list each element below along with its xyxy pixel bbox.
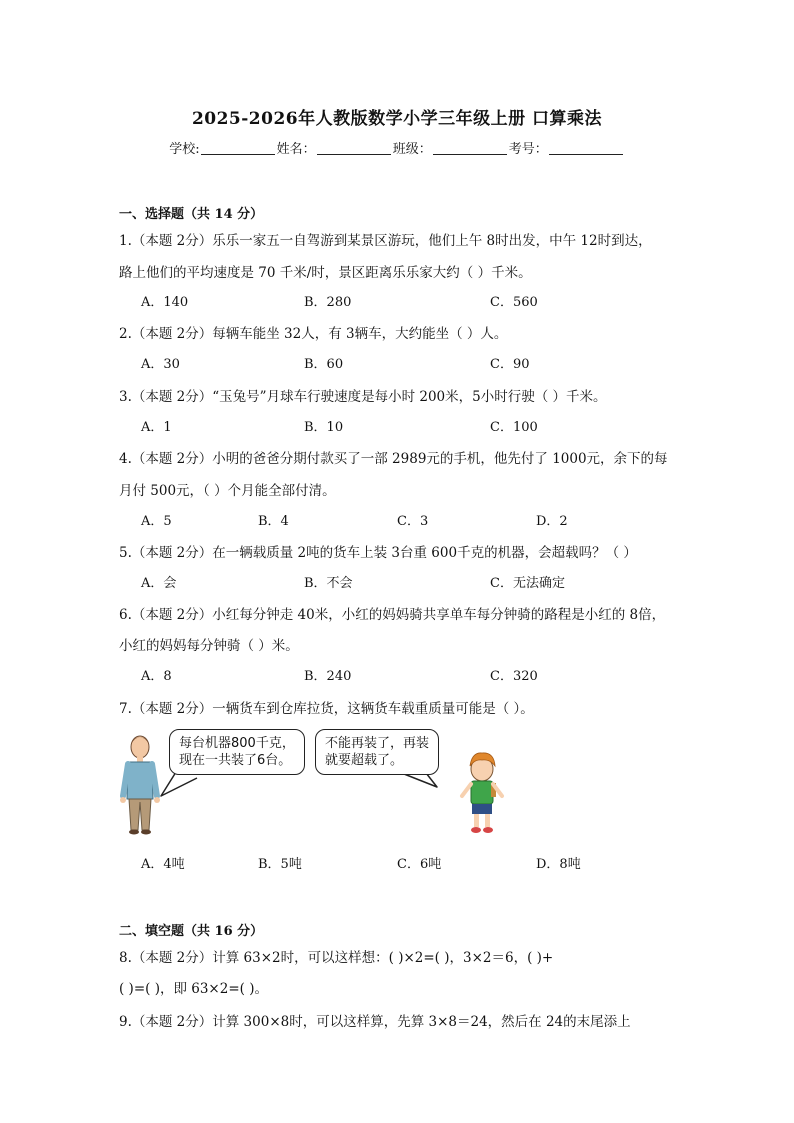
school-blank[interactable]: [201, 142, 275, 155]
question-2-option-a[interactable]: A．30: [141, 357, 180, 372]
question-1-line-2: 路上他们的平均速度是 70 千米/时，景区距离乐乐家大约（ ）千米。: [119, 265, 532, 281]
question-7-option-c[interactable]: C．6吨: [397, 857, 442, 872]
right-bubble-line-2: 就要超载了。: [325, 753, 404, 768]
question-6-option-b[interactable]: B．240: [304, 669, 352, 684]
section-heading-fill-in: 二、填空题（共 16 分）: [119, 924, 264, 939]
question-7-option-b[interactable]: B．5吨: [258, 857, 302, 872]
question-5-line-1: 5.（本题 2分）在一辆载质量 2吨的货车上装 3台重 600千克的机器，会超载吗？（ ）: [119, 545, 637, 561]
question-5-option-c[interactable]: C．无法确定: [490, 576, 565, 591]
left-speech-bubble: [169, 729, 305, 775]
question-6-option-c[interactable]: C．320: [490, 669, 538, 684]
question-6-line-2: 小红的妈妈每分钟骑（ ）米。: [119, 638, 299, 654]
right-speech-bubble: [315, 729, 439, 775]
exam-no-label: 考号：: [508, 142, 548, 157]
question-7-option-d[interactable]: D．8吨: [536, 857, 581, 872]
question-3-line-1: 3.（本题 2分）“玉兔号”月球车行驶速度是每小时 200米，5小时行驶（ ）千米。: [119, 389, 607, 405]
boy-figure: [462, 753, 502, 833]
question-4-option-a[interactable]: A．5: [141, 514, 172, 529]
question-7-line-1: 7.（本题 2分）一辆货车到仓库拉货，这辆货车载重质量可能是（ ）。: [119, 701, 534, 717]
school-label: 学校:: [169, 142, 200, 157]
question-7-illustration: [119, 724, 519, 844]
question-2-option-b[interactable]: B．60: [304, 357, 344, 372]
question-4-option-b[interactable]: B．4: [258, 514, 289, 529]
question-3-option-c[interactable]: C．100: [490, 420, 538, 435]
class-label: 班级：: [392, 142, 432, 157]
question-4-line-2: 月付 500元，（ ）个月能全部付清。: [119, 483, 336, 499]
left-bubble-line-2: 现在一共装了6台。: [179, 753, 292, 768]
question-4-line-1: 4.（本题 2分）小明的爸爸分期付款买了一部 2989元的手机，他先付了 1000元，余下的每: [119, 451, 668, 467]
question-5-option-b[interactable]: B．不会: [304, 576, 353, 591]
student-info-row: [0, 138, 794, 157]
man-figure: [120, 736, 160, 835]
question-9-line-1: 9.（本题 2分）计算 300×8时，可以这样算，先算 3×8＝24，然后在 24的末尾添上: [119, 1014, 631, 1030]
question-4-option-c[interactable]: C．3: [397, 514, 429, 529]
question-8-line-1: 8.（本题 2分）计算 63×2时，可以这样想：( )×2=( )，3×2＝6，( )+: [119, 950, 554, 966]
question-1-option-b[interactable]: B．280: [304, 295, 352, 310]
exam-no-blank[interactable]: [549, 142, 623, 155]
question-2-line-1: 2.（本题 2分）每辆车能坐 32人，有 3辆车，大约能坐（ ）人。: [119, 326, 508, 342]
section-heading-choice: 一、选择题（共 14 分）: [119, 207, 264, 222]
question-4-option-d[interactable]: D．2: [536, 514, 568, 529]
question-3-option-b[interactable]: B．10: [304, 420, 344, 435]
question-1-line-1: 1.（本题 2分）乐乐一家五一自驾游到某景区游玩，他们上午 8时出发，中午 12时到达，: [119, 233, 652, 249]
question-6-line-1: 6.（本题 2分）小红每分钟走 40米，小红的妈妈骑共享单车每分钟骑的路程是小红的 8倍，: [119, 607, 666, 623]
class-blank[interactable]: [433, 142, 507, 155]
page-title: 2025-2026年人教版数学小学三年级上册 口算乘法: [191, 109, 603, 129]
name-blank[interactable]: [317, 142, 391, 155]
question-7-option-a[interactable]: A．4吨: [141, 857, 185, 872]
question-8-line-2: ( )=( )，即 63×2=( )。: [119, 981, 268, 997]
question-2-option-c[interactable]: C．90: [490, 357, 530, 372]
right-bubble-line-1: 不能再装了，再装: [325, 736, 430, 751]
question-5-option-a[interactable]: A．会: [141, 576, 177, 591]
left-bubble-line-1: 每台机器800千克，: [179, 736, 295, 751]
question-3-option-a[interactable]: A．1: [141, 420, 172, 435]
name-label: 姓名：: [276, 142, 316, 157]
question-1-option-a[interactable]: A．140: [141, 295, 189, 310]
question-6-option-a[interactable]: A．8: [141, 669, 172, 684]
question-1-option-c[interactable]: C．560: [490, 295, 538, 310]
